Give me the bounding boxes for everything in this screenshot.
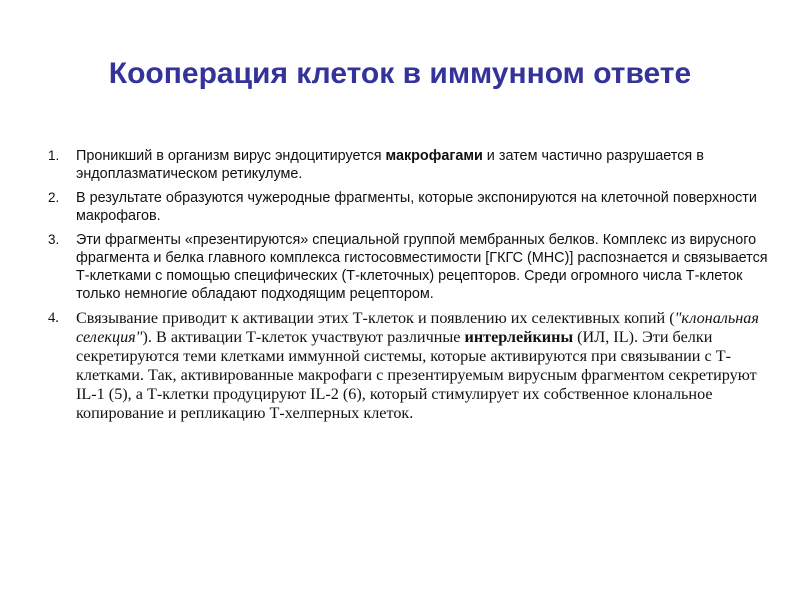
- text-segment: Связывание приводит к активации этих Т-клеток и появлению их селективных копий (: [76, 309, 675, 327]
- text-segment: и затем частично разрушается в эндоплазматическом ретикулуме.: [76, 148, 704, 182]
- list-item: [48, 309, 768, 423]
- bold-term-interleukins: интерлейкины: [464, 328, 574, 346]
- text-segment: ). В активации Т-клеток участвуют различные: [142, 328, 465, 346]
- bold-term-macrophages: макрофагами: [385, 148, 483, 164]
- list-item: [48, 147, 768, 183]
- list-item: [48, 231, 768, 303]
- list-item-text: Эти фрагменты «презентируются» специальной группой мембранных белков. Комплекс из вирусного фрагмента и белка главного комплекса гистосовместимости [ГКГС (МНС)] распознается и связывается Т-клетками с помощью специфических (Т-клеточных) рецепторов. Среди огромного числа Т-клеток только немногие обладают подходящим рецептором.: [76, 232, 768, 302]
- list-item-text: В результате образуются чужеродные фрагменты, которые экспонируются на клеточной поверхности макрофагов.: [76, 190, 757, 224]
- list-item: [48, 189, 768, 225]
- text-segment: (ИЛ, IL). Эти белки секретируются теми клетками иммунной системы, которые активируются при связывании с Т-клетками. Так, активированные макрофаги с презентируемым вирусным фрагментом секретируют IL-1 (5), а Т-клетки продуцируют IL-2 (6), который стимулирует их собственное клональное копирование и репликацию Т-хелперных клеток.: [76, 328, 757, 422]
- list-item-number: 3.: [48, 232, 60, 247]
- list-item-text: [76, 309, 768, 423]
- list-item-text: [76, 147, 768, 183]
- slide-title: Кооперация клеток в иммунном ответе: [108, 57, 692, 90]
- list-item-number: 2.: [48, 190, 60, 205]
- text-segment: Проникший в организм вирус эндоцитируется: [76, 148, 386, 164]
- list-item-number: 1.: [48, 148, 60, 163]
- list-item-number: 4.: [48, 310, 59, 326]
- numbered-list: [48, 147, 768, 429]
- italic-term-clonal-selection: "клональная селекция": [76, 309, 759, 346]
